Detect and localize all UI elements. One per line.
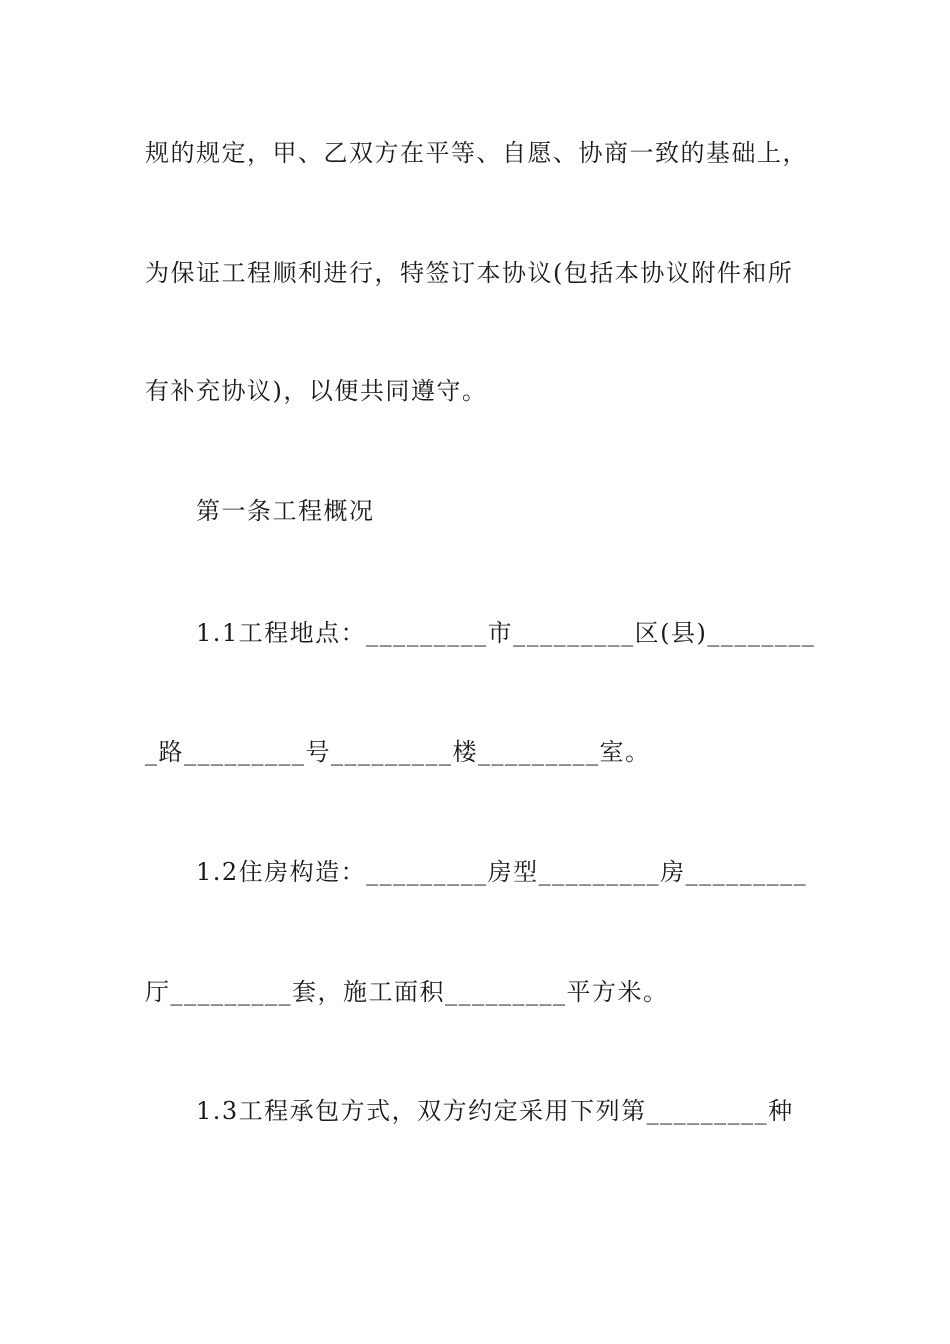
clause-line: 1.3工程承包方式，双方约定采用下列第_________种 bbox=[196, 1097, 794, 1125]
clause-line: 厅_________套，施工面积_________平方米。 bbox=[145, 978, 669, 1006]
clause-line: 1.2住房构造：_________房型_________房_________ bbox=[196, 858, 808, 886]
clause-line: _路_________号_________楼_________室。 bbox=[145, 738, 651, 766]
section-heading: 第一条工程概况 bbox=[196, 497, 375, 525]
clause-line: 1.1工程地点：_________市_________区(县)________ bbox=[196, 619, 816, 647]
paragraph-line: 规的规定，甲、乙双方在平等、自愿、协商一致的基础上， bbox=[145, 139, 808, 167]
paragraph-line: 为保证工程顺利进行，特签订本协议(包括本协议附件和所 bbox=[145, 259, 794, 287]
paragraph-line: 有补充协议)，以便共同遵守。 bbox=[145, 377, 488, 405]
